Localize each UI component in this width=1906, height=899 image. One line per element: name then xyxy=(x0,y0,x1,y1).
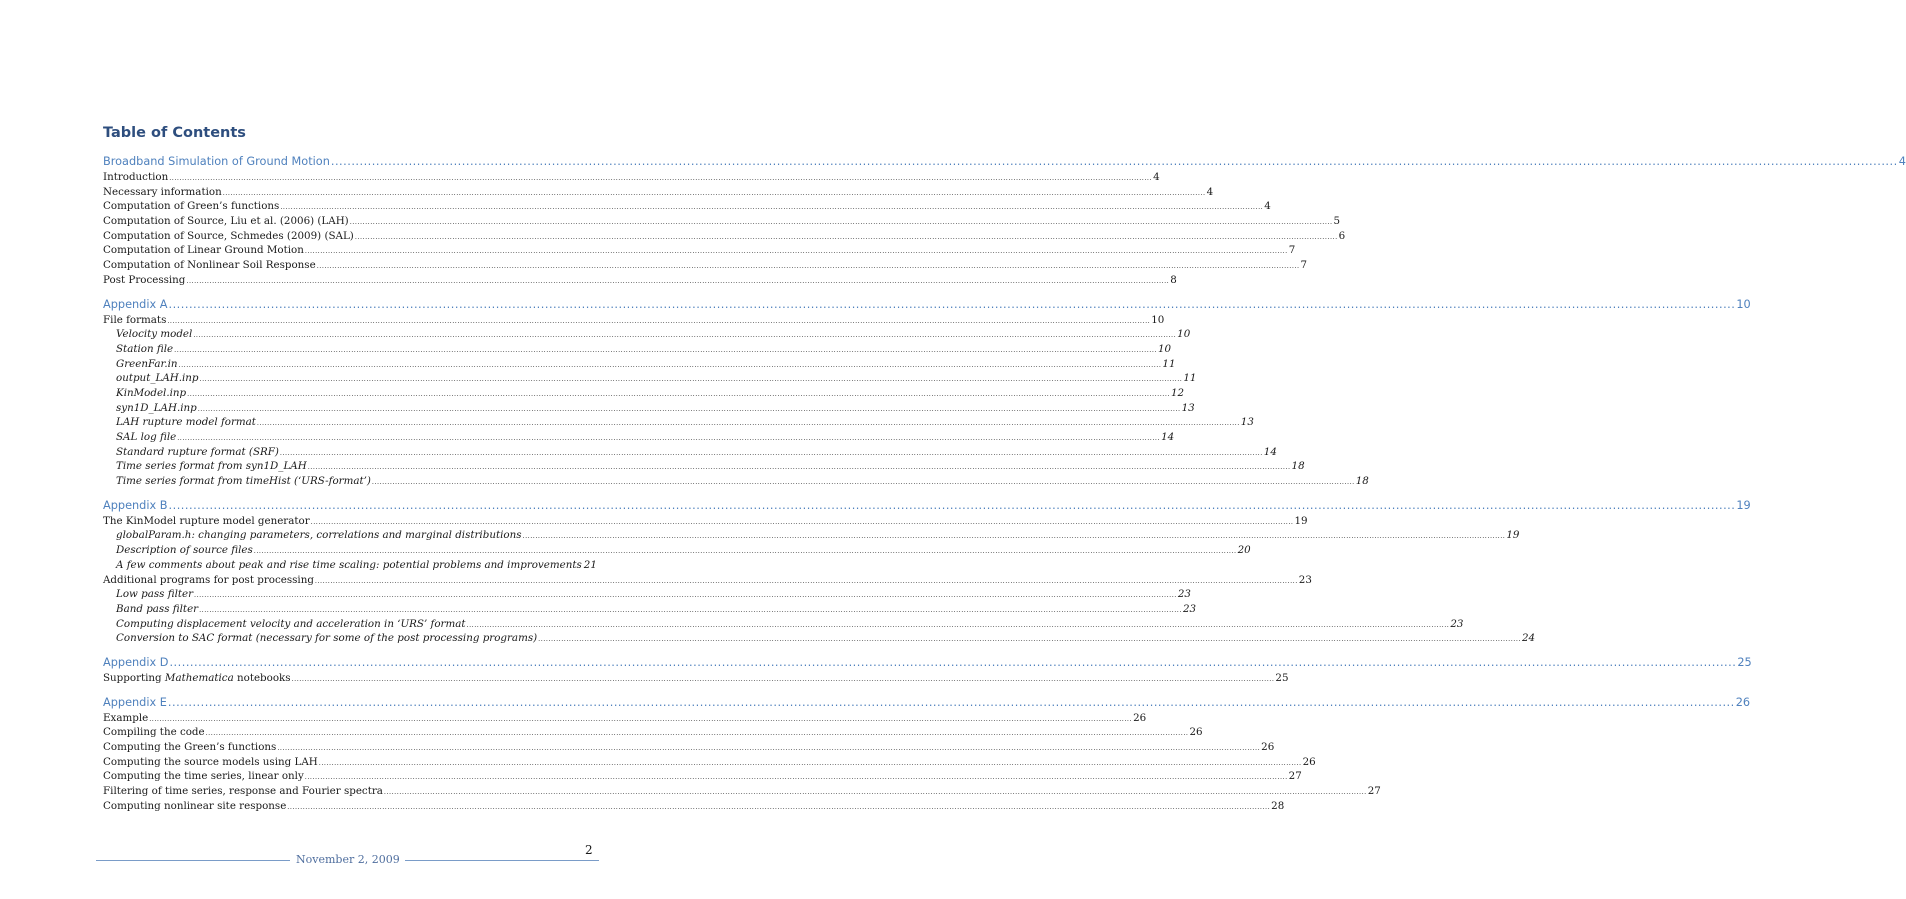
toc-subentry[interactable] xyxy=(103,602,1197,617)
toc-subentry[interactable] xyxy=(103,357,1176,372)
dot-leader xyxy=(319,756,1302,771)
toc-entry-text: Computing the Green’s functions xyxy=(103,741,277,753)
toc-subentry[interactable] xyxy=(103,528,1520,543)
toc-subentry[interactable] xyxy=(103,587,1191,602)
toc-entry-page: 27 xyxy=(1367,785,1381,798)
toc-entry[interactable] xyxy=(103,214,1341,229)
toc-entry-page: 23 xyxy=(1298,573,1312,586)
toc-entry-text: The KinModel rupture model generator xyxy=(103,514,310,527)
toc-entry-page: 18 xyxy=(1355,475,1369,488)
toc-entry-page: 10 xyxy=(1151,313,1165,326)
toc-entry-text: Appendix E xyxy=(103,695,167,709)
toc-entry[interactable] xyxy=(103,784,1381,799)
toc-entry-page: 26 xyxy=(1189,726,1203,739)
toc-entry-page: 23 xyxy=(1450,617,1464,630)
toc-entry-page: 12 xyxy=(1170,386,1185,399)
toc-entry-page: 10 xyxy=(1736,297,1751,311)
toc-entry-page: 25 xyxy=(1275,671,1289,684)
toc-entry-page: 20 xyxy=(1237,544,1251,557)
dot-leader xyxy=(280,446,1263,461)
dot-leader xyxy=(167,314,1150,329)
dot-leader xyxy=(193,328,1176,343)
toc-entry-page: 4 xyxy=(1153,171,1160,183)
footer-rule-right xyxy=(405,860,599,861)
toc-entry[interactable] xyxy=(103,711,1147,726)
footer-date: November 2, 2009 xyxy=(296,853,400,866)
toc-entry[interactable] xyxy=(103,755,1316,770)
toc-subentry[interactable] xyxy=(103,415,1254,430)
toc-entry-page: 25 xyxy=(1737,655,1752,669)
dot-leader xyxy=(223,186,1206,201)
dot-leader xyxy=(315,574,1298,589)
section-gap xyxy=(103,489,590,497)
toc-subentry[interactable] xyxy=(103,445,1277,460)
toc-title: Table of Contents xyxy=(103,125,246,141)
table-of-contents xyxy=(103,153,1906,813)
toc-entry-text: File formats xyxy=(103,313,167,326)
toc-entry-text: Description of source files xyxy=(116,544,253,557)
toc-entry-page: 10 xyxy=(1157,342,1172,355)
toc-entry[interactable] xyxy=(103,313,1165,328)
toc-entry-page: 26 xyxy=(1133,711,1147,724)
toc-entry-text: Station file xyxy=(116,342,174,355)
toc-entry-text: Computation of Nonlinear Soil Response xyxy=(103,259,316,272)
dot-leader xyxy=(254,544,1237,559)
dot-leader xyxy=(169,171,1152,186)
toc-entry-text: Computing nonlinear site response xyxy=(103,799,287,812)
toc-entry-page: 5 xyxy=(1333,215,1341,228)
toc-entry[interactable] xyxy=(103,258,1308,273)
toc-entry-text: Velocity model xyxy=(116,328,193,341)
toc-entry-text: syn1D_LAH.inp xyxy=(116,401,197,414)
toc-entry[interactable] xyxy=(103,514,1308,529)
toc-entry-text: Conversion to SAC format (necessary for some of the post processing programs) xyxy=(116,632,538,645)
toc-entry-text: Supporting Mathematica notebooks xyxy=(103,671,291,684)
toc-entry-text: Band pass filter xyxy=(116,602,199,615)
toc-entry-text: Appendix B xyxy=(103,498,168,512)
toc-entry-page: 11 xyxy=(1162,357,1176,370)
toc-entry-page: 4 xyxy=(1206,185,1214,198)
toc-entry-page: 27 xyxy=(1288,770,1302,783)
toc-entry-page: 28 xyxy=(1271,799,1285,812)
toc-entry-page: 13 xyxy=(1240,416,1254,429)
toc-section-heading[interactable] xyxy=(103,694,1751,711)
dot-leader xyxy=(177,431,1160,446)
dot-leader xyxy=(317,259,1300,274)
dot-leader xyxy=(538,632,1521,647)
dot-leader xyxy=(169,497,1736,514)
dot-leader xyxy=(305,770,1288,785)
toc-subentry[interactable] xyxy=(103,558,597,573)
toc-entry-page: 4 xyxy=(1264,200,1271,213)
toc-entry[interactable] xyxy=(103,799,1285,814)
toc-entry-text: output_LAH.inp xyxy=(116,372,199,385)
toc-entry-page: 19 xyxy=(1506,529,1520,542)
toc-entry-page: 26 xyxy=(1302,755,1316,768)
toc-subentry[interactable] xyxy=(103,631,1536,646)
dot-leader xyxy=(169,296,1736,313)
toc-entry-text: Filtering of time series, response and Fourier spectra xyxy=(103,785,383,798)
toc-subentry[interactable] xyxy=(103,430,1175,445)
toc-entry-page: 23 xyxy=(1177,588,1191,601)
dot-leader xyxy=(206,726,1189,741)
dot-leader xyxy=(199,603,1182,618)
dot-leader xyxy=(292,672,1275,687)
toc-entry[interactable] xyxy=(103,185,1214,200)
toc-entry-page: 10 xyxy=(1177,328,1191,341)
dot-leader xyxy=(311,515,1294,530)
dot-leader xyxy=(186,274,1169,289)
dot-leader xyxy=(257,416,1240,431)
section-gap xyxy=(103,686,590,694)
toc-entry-text: GreenFar.in xyxy=(116,357,178,370)
toc-subentry[interactable] xyxy=(103,543,1251,558)
toc-entry-page: 4 xyxy=(1898,155,1906,168)
dot-leader xyxy=(179,358,1162,373)
toc-entry-page: 7 xyxy=(1288,244,1296,257)
section-gap xyxy=(103,288,590,296)
toc-entry-text: Additional programs for post processing xyxy=(103,573,314,586)
dot-leader xyxy=(194,588,1177,603)
toc-entry-page: 13 xyxy=(1181,401,1195,414)
dot-leader xyxy=(187,387,1170,402)
toc-entry-page: 26 xyxy=(1735,695,1751,709)
dot-leader xyxy=(169,654,1736,671)
dot-leader xyxy=(523,529,1506,544)
toc-section-heading[interactable] xyxy=(103,153,1906,170)
toc-entry[interactable] xyxy=(103,273,1177,288)
toc-entry-text: Computation of Green’s functions xyxy=(103,200,280,213)
dot-leader xyxy=(200,372,1183,387)
toc-entry[interactable] xyxy=(103,671,1289,686)
toc-subentry[interactable] xyxy=(103,327,1191,342)
toc-subentry[interactable] xyxy=(103,459,1305,474)
toc-section-heading[interactable] xyxy=(103,654,1752,671)
toc-entry[interactable] xyxy=(103,769,1302,784)
toc-entry-text: Appendix D xyxy=(103,655,169,669)
toc-entry-page: 14 xyxy=(1161,431,1175,443)
toc-entry-text: Computation of Source, Liu et al. (2006) (LAH) xyxy=(103,215,349,228)
toc-entry-text: Post Processing xyxy=(103,273,186,286)
toc-entry[interactable] xyxy=(103,199,1271,214)
toc-entry-text: A few comments about peak and rise time scaling: potential problems and improvements xyxy=(116,558,582,571)
toc-subentry[interactable] xyxy=(103,474,1369,489)
toc-entry-page: 21 xyxy=(583,558,597,571)
footer-rule-left xyxy=(96,860,290,861)
dot-leader xyxy=(174,343,1157,358)
toc-entry-page: 23 xyxy=(1182,602,1197,615)
dot-leader xyxy=(149,712,1132,727)
toc-entry-text: Computation of Linear Ground Motion xyxy=(103,244,304,257)
dot-leader xyxy=(308,460,1291,475)
toc-entry-text: Necessary information xyxy=(103,185,222,198)
toc-subentry[interactable] xyxy=(103,401,1195,416)
toc-entry-text: KinModel.inp xyxy=(116,386,187,399)
toc-entry-text: Computing the time series, linear only xyxy=(103,770,304,783)
toc-entry-page: 14 xyxy=(1263,445,1277,458)
toc-entry-text: Computing the source models using LAH xyxy=(103,755,318,768)
dot-leader xyxy=(287,800,1270,815)
italic-term: Mathematica xyxy=(164,671,234,684)
toc-entry-text: Compiling the code xyxy=(103,726,205,739)
dot-leader xyxy=(355,230,1338,245)
toc-entry-page: 8 xyxy=(1170,273,1177,286)
toc-subentry[interactable] xyxy=(103,386,1185,401)
dot-leader xyxy=(305,244,1288,259)
toc-entry-page: 19 xyxy=(1736,498,1751,512)
dot-leader xyxy=(384,785,1367,800)
toc-entry-text: Introduction xyxy=(103,171,169,183)
toc-subentry[interactable] xyxy=(103,371,1197,386)
toc-entry-text: Computing displacement velocity and acceleration in ‘URS’ format xyxy=(116,617,466,630)
toc-entry[interactable] xyxy=(103,740,1275,755)
toc-entry[interactable] xyxy=(103,243,1296,258)
toc-entry-text: Time series format from syn1D_LAH xyxy=(116,460,307,473)
toc-entry-text: Computation of Source, Schmedes (2009) (SAL) xyxy=(103,229,354,242)
dot-leader xyxy=(277,741,1260,756)
toc-entry-page: 24 xyxy=(1521,632,1536,645)
toc-section-heading[interactable] xyxy=(103,296,1751,313)
toc-entry-page: 18 xyxy=(1291,460,1305,473)
toc-entry-text: Low pass filter xyxy=(116,588,194,601)
toc-entry-text: Standard rupture format (SRF) xyxy=(116,445,279,458)
toc-subentry[interactable] xyxy=(103,342,1172,357)
toc-entry-page: 19 xyxy=(1294,514,1308,527)
toc-entry-text: Time series format from timeHist (‘URS-format’) xyxy=(116,475,371,488)
toc-entry[interactable] xyxy=(103,725,1203,740)
toc-section-heading[interactable] xyxy=(103,497,1751,514)
dot-leader xyxy=(350,215,1333,230)
page-number: 2 xyxy=(585,843,593,857)
toc-entry-text: Broadband Simulation of Ground Motion xyxy=(103,155,330,168)
toc-entry-text: Appendix A xyxy=(103,297,168,311)
dot-leader xyxy=(331,153,1898,170)
toc-entry[interactable] xyxy=(103,573,1312,588)
toc-entry-text: globalParam.h: changing parameters, correlations and marginal distributions xyxy=(116,529,522,542)
toc-entry-page: 6 xyxy=(1338,229,1346,242)
section-gap xyxy=(103,646,590,654)
dot-leader xyxy=(168,694,1735,711)
toc-entry-text: Example xyxy=(103,711,149,724)
toc-entry-text: LAH rupture model format xyxy=(116,416,256,429)
toc-subentry[interactable] xyxy=(103,617,1464,632)
toc-entry-page: 7 xyxy=(1300,259,1308,272)
dot-leader xyxy=(280,200,1263,215)
dot-leader xyxy=(198,402,1181,417)
toc-entry-page: 11 xyxy=(1183,372,1197,385)
toc-entry-text: SAL log file xyxy=(116,431,177,443)
toc-entry[interactable] xyxy=(103,170,1160,185)
dot-leader xyxy=(372,475,1355,490)
toc-entry-page: 26 xyxy=(1261,741,1275,753)
toc-entry[interactable] xyxy=(103,229,1346,244)
dot-leader xyxy=(467,618,1450,633)
